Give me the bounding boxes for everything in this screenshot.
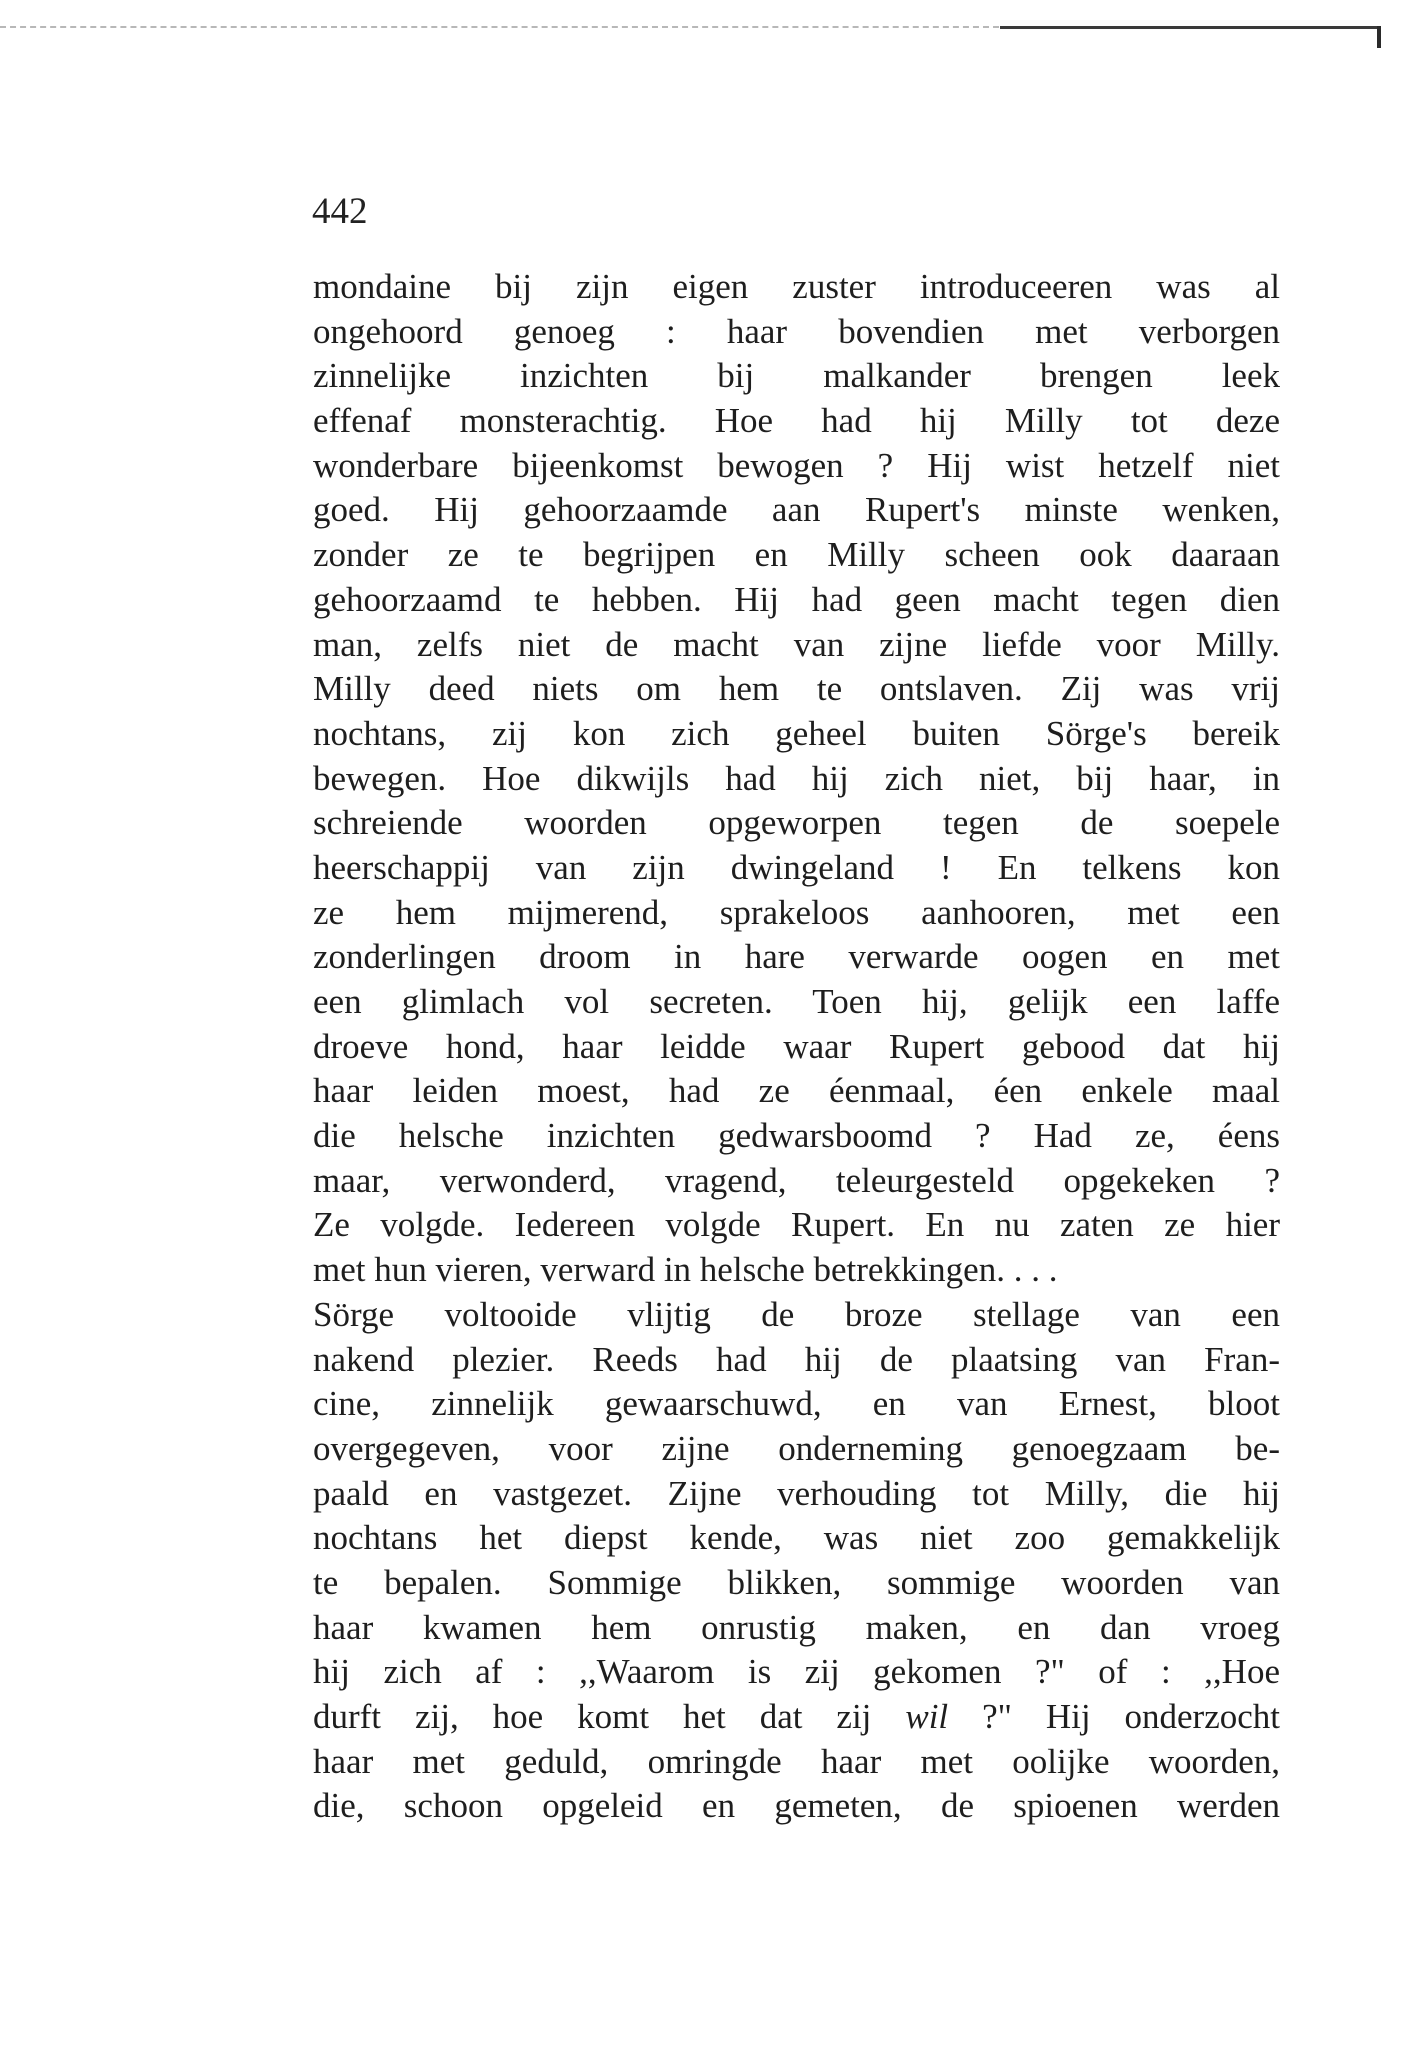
text-line-with-emphasis bbox=[313, 1695, 1280, 1740]
text-line: zonderlingen droom in hare verwarde oogen en met bbox=[313, 937, 1280, 977]
text-line: wonderbare bijeenkomst bewogen ? Hij wist hetzelf niet bbox=[313, 445, 1280, 485]
text-line: bewegen. Hoe dikwijls had hij zich niet, bij haar, in bbox=[313, 758, 1280, 798]
text-line: heerschappij van zijn dwingeland ! En telkens kon bbox=[313, 847, 1280, 887]
text-line: schreiende woorden opgeworpen tegen de soepele bbox=[313, 803, 1280, 843]
text-line: overgegeven, voor zijne onderneming genoegzaam be- bbox=[313, 1428, 1280, 1468]
text-line-paragraph-end: met hun vieren, verward in helsche betrekkingen. . . . bbox=[313, 1250, 1058, 1290]
scan-corner-mark bbox=[1377, 26, 1381, 48]
text-line: haar kwamen hem onrustig maken, en dan vroeg bbox=[313, 1607, 1280, 1647]
scan-edge-line bbox=[0, 24, 1412, 32]
text-line-paragraph-start: Sörge voltooide vlijtig de broze stellage van een bbox=[313, 1294, 1280, 1334]
emphasized-word: wil bbox=[905, 1697, 949, 1736]
text-line: goed. Hij gehoorzaamde aan Rupert's minste wenken, bbox=[313, 490, 1280, 530]
text-line: zinnelijke inzichten bij malkander brengen leek bbox=[313, 356, 1280, 396]
text-line: maar, verwonderd, vragend, teleurgesteld opgekeken ? bbox=[313, 1160, 1280, 1200]
text-segment: ?" Hij onderzocht bbox=[948, 1697, 1280, 1736]
text-line: droeve hond, haar leidde waar Rupert gebood dat hij bbox=[313, 1026, 1280, 1066]
text-line: ongehoord genoeg : haar bovendien met verborgen bbox=[313, 311, 1280, 351]
text-line: man, zelfs niet de macht van zijne liefde voor Milly. bbox=[313, 624, 1280, 664]
text-line: gehoorzaamd te hebben. Hij had geen macht tegen dien bbox=[313, 579, 1280, 619]
body-text bbox=[313, 265, 1280, 1829]
text-line: nochtans, zij kon zich geheel buiten Sörge's bereik bbox=[313, 713, 1280, 753]
text-line: nakend plezier. Reeds had hij de plaatsing van Fran- bbox=[313, 1339, 1280, 1379]
scan-solid-rule bbox=[1000, 26, 1380, 29]
text-line: nochtans het diepst kende, was niet zoo gemakkelijk bbox=[313, 1518, 1280, 1558]
text-line: cine, zinnelijk gewaarschuwd, en van Ernest, bloot bbox=[313, 1384, 1280, 1424]
text-line: mondaine bij zijn eigen zuster introduceeren was al bbox=[313, 267, 1280, 306]
text-line: te bepalen. Sommige blikken, sommige woorden van bbox=[313, 1562, 1280, 1602]
text-line: die, schoon opgeleid en gemeten, de spioenen werden bbox=[313, 1786, 1280, 1826]
text-line: ze hem mijmerend, sprakeloos aanhooren, met een bbox=[313, 892, 1280, 932]
text-line: haar leiden moest, had ze éenmaal, éen enkele maal bbox=[313, 1071, 1280, 1111]
text-line: een glimlach vol secreten. Toen hij, gelijk een laffe bbox=[313, 982, 1280, 1021]
text-line: zonder ze te begrijpen en Milly scheen ook daaraan bbox=[313, 535, 1280, 575]
text-line: paald en vastgezet. Zijne verhouding tot Milly, die hij bbox=[313, 1473, 1280, 1513]
text-line: Milly deed niets om hem te ontslaven. Zij was vrij bbox=[313, 669, 1280, 709]
text-segment: durft zij, hoe komt het dat zij bbox=[313, 1697, 906, 1736]
text-line: effenaf monsterachtig. Hoe had hij Milly tot deze bbox=[313, 401, 1280, 441]
text-line: die helsche inzichten gedwarsboomd ? Had ze, éens bbox=[313, 1116, 1280, 1156]
text-line: hij zich af : ,,Waarom is zij gekomen ?" of : ,,Hoe bbox=[313, 1652, 1280, 1692]
text-line: haar met geduld, omringde haar met oolijke woorden, bbox=[313, 1741, 1280, 1781]
page-number: 442 bbox=[312, 191, 368, 232]
text-line: Ze volgde. Iedereen volgde Rupert. En nu zaten ze hier bbox=[313, 1205, 1280, 1245]
